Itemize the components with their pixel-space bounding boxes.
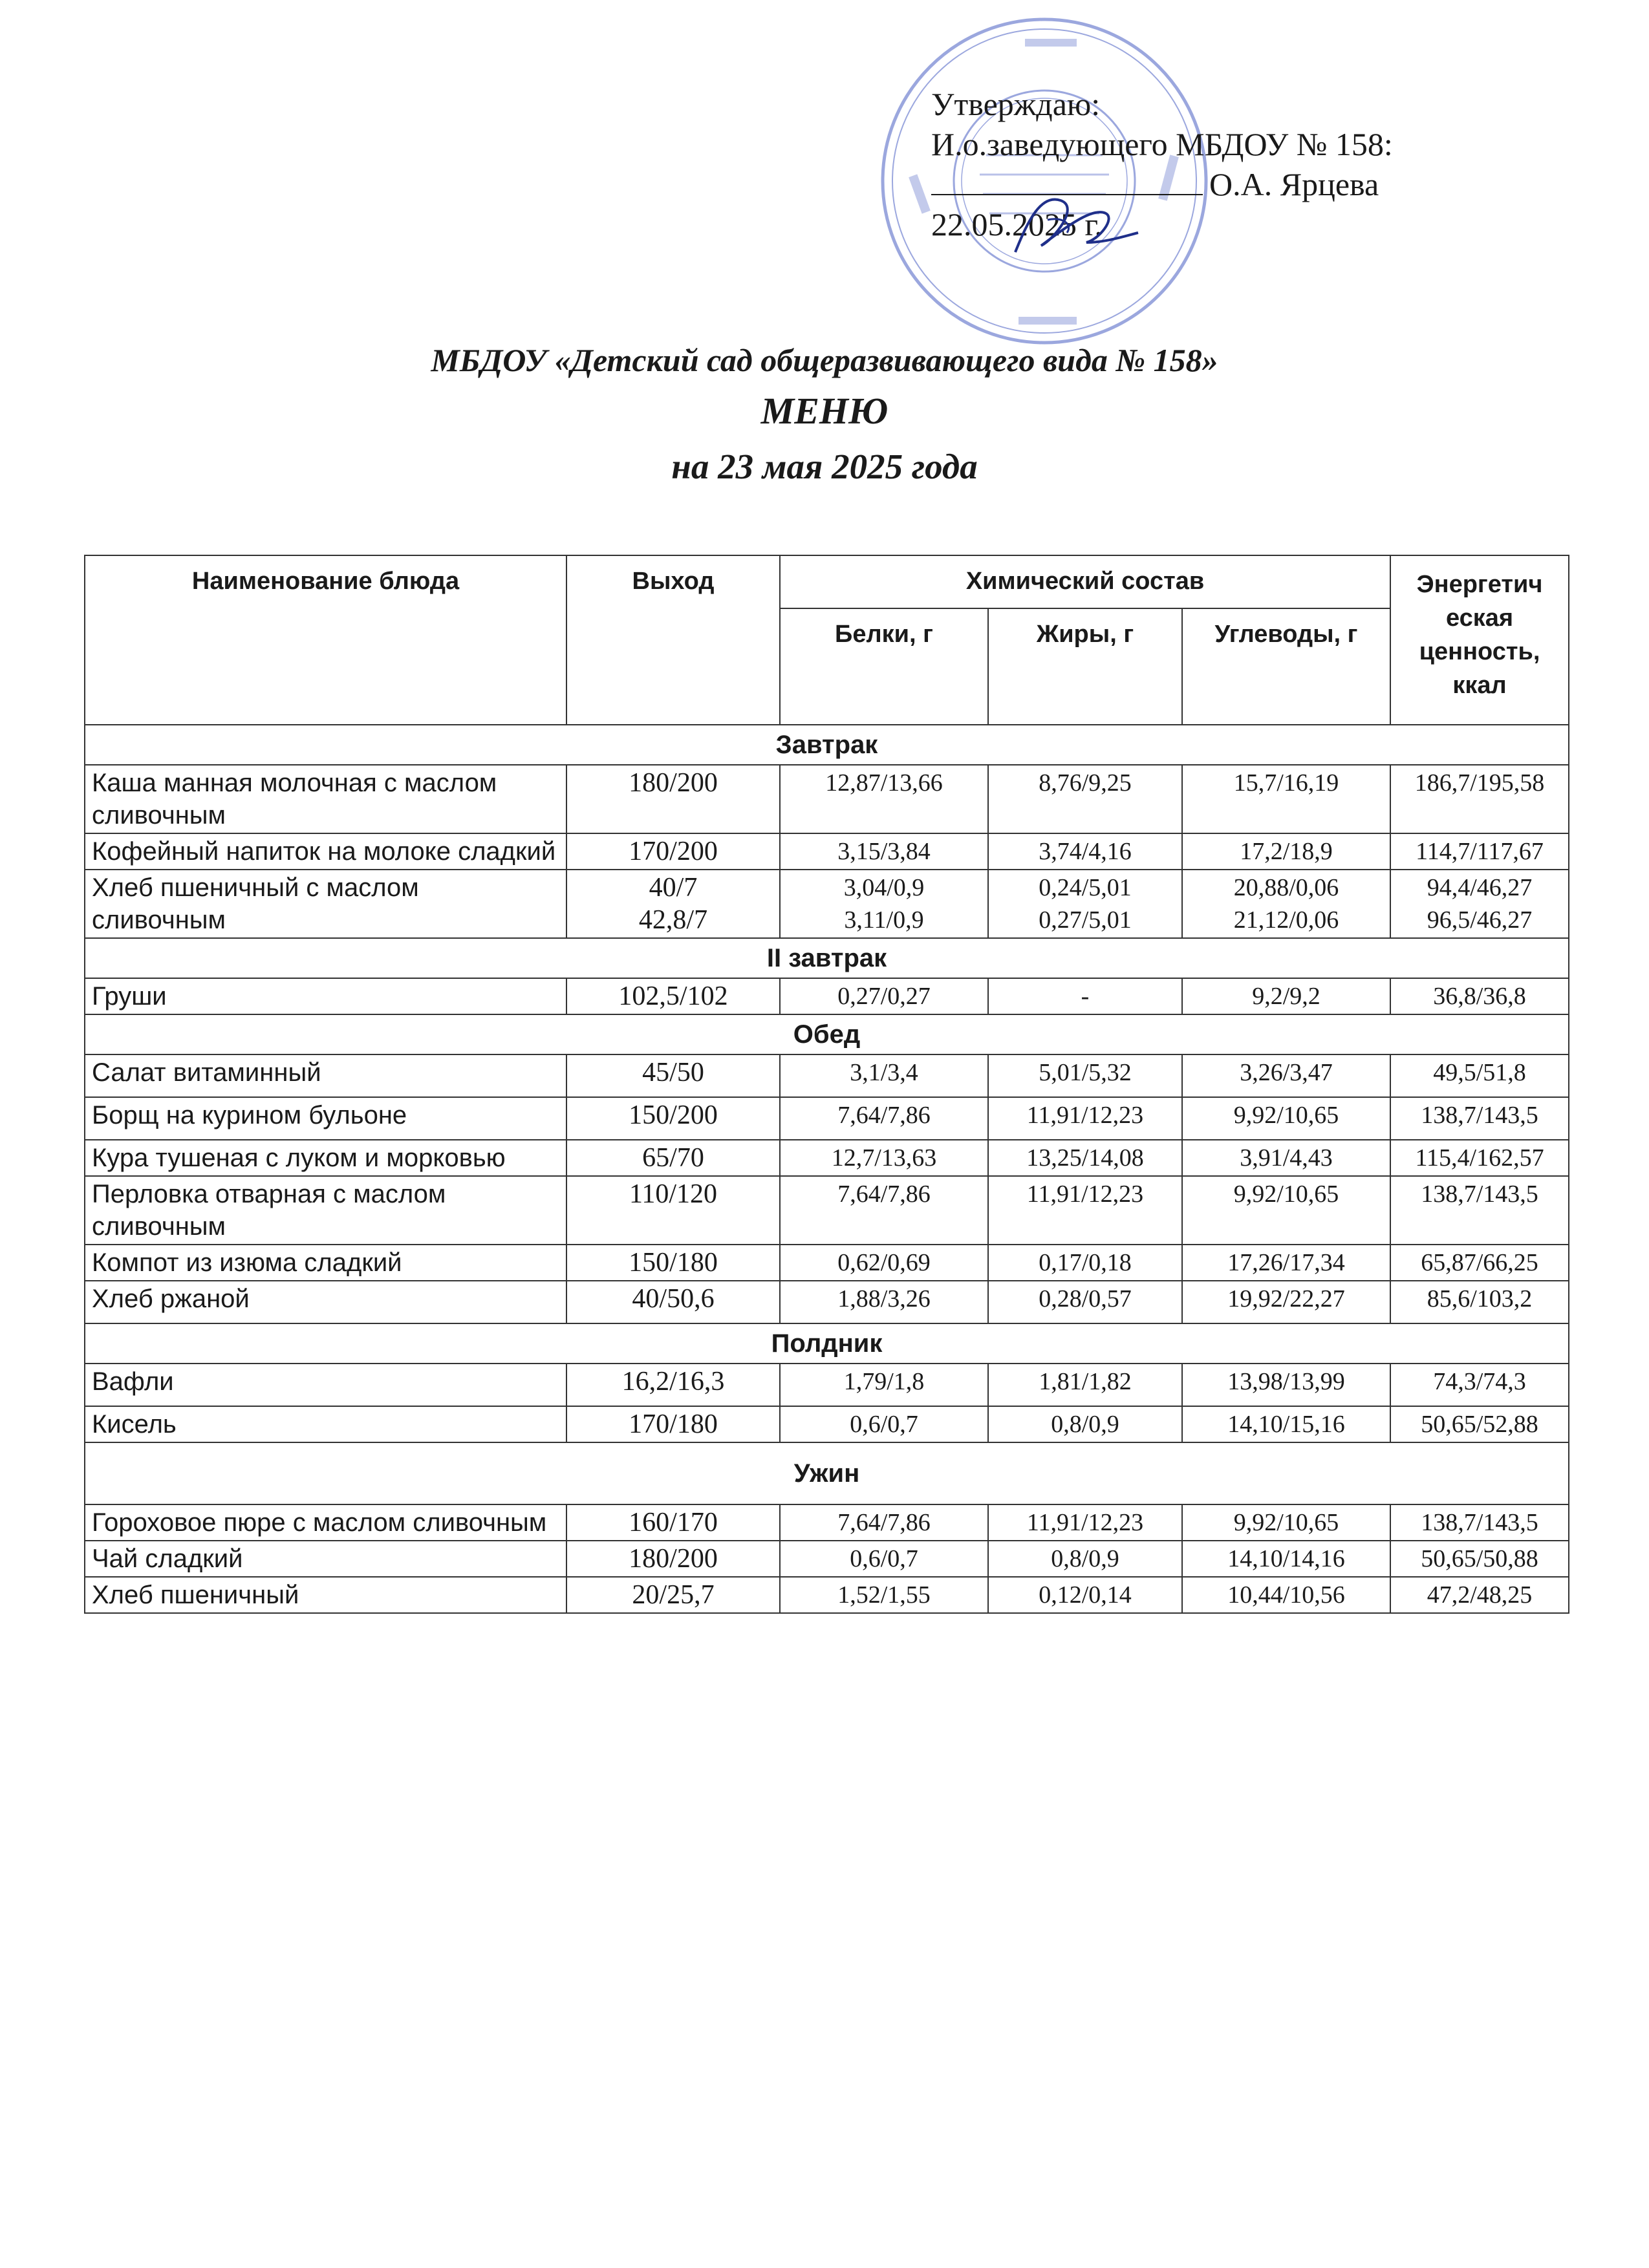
dish-energy: 50,65/52,88 bbox=[1390, 1406, 1569, 1442]
dish-carb: 13,98/13,99 bbox=[1182, 1364, 1390, 1406]
dish-carb: 14,10/15,16 bbox=[1182, 1406, 1390, 1442]
section-title: Завтрак bbox=[85, 725, 1569, 765]
approval-signer bbox=[931, 164, 1393, 204]
dish-protein: 1,79/1,8 bbox=[780, 1364, 988, 1406]
dish-fat: 0,28/0,57 bbox=[988, 1281, 1182, 1323]
dish-fat: - bbox=[988, 978, 1182, 1014]
dish-carb: 19,92/22,27 bbox=[1182, 1281, 1390, 1323]
dish-fat: 8,76/9,25 bbox=[988, 765, 1182, 833]
dish-protein: 0,62/0,69 bbox=[780, 1245, 988, 1281]
dish-fat: 13,25/14,08 bbox=[988, 1140, 1182, 1176]
dish-name: Груши bbox=[85, 978, 566, 1014]
section-row bbox=[85, 938, 1569, 978]
dish-output: 110/120 bbox=[566, 1176, 780, 1245]
dish-fat: 11,91/12,23 bbox=[988, 1504, 1182, 1541]
dish-energy: 115,4/162,57 bbox=[1390, 1140, 1569, 1176]
dish-output: 180/200 bbox=[566, 1541, 780, 1577]
dish-protein: 3,1/3,4 bbox=[780, 1054, 988, 1097]
dish-protein: 1,52/1,55 bbox=[780, 1577, 988, 1613]
column-header-protein: Белки, г bbox=[780, 608, 988, 725]
dish-energy: 47,2/48,25 bbox=[1390, 1577, 1569, 1613]
approval-signer-name: О.А. Ярцева bbox=[1209, 166, 1379, 202]
dish-name: Компот из изюма сладкий bbox=[85, 1245, 566, 1281]
dish-fat: 11,91/12,23 bbox=[988, 1176, 1182, 1245]
dish-protein: 7,64/7,86 bbox=[780, 1176, 988, 1245]
dish-output: 170/180 bbox=[566, 1406, 780, 1442]
table-row bbox=[85, 1097, 1569, 1140]
dish-carb: 20,88/0,06 21,12/0,06 bbox=[1182, 870, 1390, 938]
dish-fat: 11,91/12,23 bbox=[988, 1097, 1182, 1140]
column-header-name: Наименование блюда bbox=[85, 555, 566, 725]
dish-protein: 0,6/0,7 bbox=[780, 1541, 988, 1577]
dish-fat: 5,01/5,32 bbox=[988, 1054, 1182, 1097]
table-row bbox=[85, 1140, 1569, 1176]
approval-position: И.о.заведующего МБДОУ № 158: bbox=[931, 126, 1393, 162]
dish-carb: 14,10/14,16 bbox=[1182, 1541, 1390, 1577]
dish-output: 16,2/16,3 bbox=[566, 1364, 780, 1406]
section-title: II завтрак bbox=[85, 938, 1569, 978]
column-header-chem: Химический состав bbox=[780, 555, 1390, 608]
dish-output: 65/70 bbox=[566, 1140, 780, 1176]
table-row bbox=[85, 1245, 1569, 1281]
table-row bbox=[85, 833, 1569, 870]
dish-energy: 49,5/51,8 bbox=[1390, 1054, 1569, 1097]
dish-output: 40/7 42,8/7 bbox=[566, 870, 780, 938]
dish-name: Вафли bbox=[85, 1364, 566, 1406]
dish-output: 102,5/102 bbox=[566, 978, 780, 1014]
dish-protein: 1,88/3,26 bbox=[780, 1281, 988, 1323]
dish-carb: 3,91/4,43 bbox=[1182, 1140, 1390, 1176]
approval-block bbox=[931, 84, 1393, 244]
dish-energy: 74,3/74,3 bbox=[1390, 1364, 1569, 1406]
dish-fat: 1,81/1,82 bbox=[988, 1364, 1182, 1406]
column-header-fat: Жиры, г bbox=[988, 608, 1182, 725]
dish-carb: 17,2/18,9 bbox=[1182, 833, 1390, 870]
dish-protein: 0,27/0,27 bbox=[780, 978, 988, 1014]
dish-protein: 3,04/0,9 3,11/0,9 bbox=[780, 870, 988, 938]
dish-fat: 0,24/5,01 0,27/5,01 bbox=[988, 870, 1182, 938]
dish-fat: 0,8/0,9 bbox=[988, 1406, 1182, 1442]
section-title: Ужин bbox=[85, 1442, 1569, 1504]
dish-protein: 12,87/13,66 bbox=[780, 765, 988, 833]
dish-carb: 10,44/10,56 bbox=[1182, 1577, 1390, 1613]
approval-date: 22.05.2025 г. bbox=[931, 206, 1103, 242]
table-header-row bbox=[85, 555, 1569, 608]
dish-output: 20/25,7 bbox=[566, 1577, 780, 1613]
column-header-output: Выход bbox=[566, 555, 780, 725]
section-row bbox=[85, 725, 1569, 765]
dish-name: Гороховое пюре с маслом сливочным bbox=[85, 1504, 566, 1541]
dish-protein: 7,64/7,86 bbox=[780, 1097, 988, 1140]
dish-fat: 0,17/0,18 bbox=[988, 1245, 1182, 1281]
dish-output: 150/180 bbox=[566, 1245, 780, 1281]
dish-name: Кофейный напиток на молоке сладкий bbox=[85, 833, 566, 870]
section-row bbox=[85, 1442, 1569, 1504]
dish-energy: 138,7/143,5 bbox=[1390, 1504, 1569, 1541]
menu-table bbox=[84, 555, 1569, 1614]
dish-protein: 12,7/13,63 bbox=[780, 1140, 988, 1176]
dish-protein: 0,6/0,7 bbox=[780, 1406, 988, 1442]
table-row bbox=[85, 1504, 1569, 1541]
dish-name: Борщ на курином бульоне bbox=[85, 1097, 566, 1140]
dish-carb: 9,2/9,2 bbox=[1182, 978, 1390, 1014]
dish-energy: 186,7/195,58 bbox=[1390, 765, 1569, 833]
section-title: Полдник bbox=[85, 1323, 1569, 1364]
table-row bbox=[85, 1577, 1569, 1613]
table-row bbox=[85, 1541, 1569, 1577]
dish-energy: 50,65/50,88 bbox=[1390, 1541, 1569, 1577]
menu-date: на 23 мая 2025 года bbox=[671, 447, 978, 486]
dish-protein: 7,64/7,86 bbox=[780, 1504, 988, 1541]
dish-energy: 36,8/36,8 bbox=[1390, 978, 1569, 1014]
document-title: МЕНЮ bbox=[760, 390, 889, 432]
dish-carb: 3,26/3,47 bbox=[1182, 1054, 1390, 1097]
section-row bbox=[85, 1323, 1569, 1364]
dish-name: Хлеб пшеничный с маслом сливочным bbox=[85, 870, 566, 938]
table-row bbox=[85, 1176, 1569, 1245]
dish-output: 170/200 bbox=[566, 833, 780, 870]
table-row bbox=[85, 1406, 1569, 1442]
dish-name: Кура тушеная с луком и морковью bbox=[85, 1140, 566, 1176]
table-row bbox=[85, 765, 1569, 833]
dish-output: 180/200 bbox=[566, 765, 780, 833]
approval-label: Утверждаю: bbox=[931, 86, 1101, 122]
dish-name: Чай сладкий bbox=[85, 1541, 566, 1577]
organization-name: МБДОУ «Детский сад общеразвивающего вида № 158» bbox=[431, 342, 1218, 378]
dish-name: Кисель bbox=[85, 1406, 566, 1442]
dish-carb: 15,7/16,19 bbox=[1182, 765, 1390, 833]
table-row bbox=[85, 1364, 1569, 1406]
dish-name: Хлеб ржаной bbox=[85, 1281, 566, 1323]
dish-output: 45/50 bbox=[566, 1054, 780, 1097]
section-row bbox=[85, 1014, 1569, 1054]
dish-energy: 94,4/46,27 96,5/46,27 bbox=[1390, 870, 1569, 938]
column-header-carb: Углеводы, г bbox=[1182, 608, 1390, 725]
column-header-energy: Энергетич еская ценность, ккал bbox=[1390, 555, 1569, 725]
table-row bbox=[85, 1054, 1569, 1097]
table-row bbox=[85, 978, 1569, 1014]
dish-output: 160/170 bbox=[566, 1504, 780, 1541]
dish-protein: 3,15/3,84 bbox=[780, 833, 988, 870]
table-row bbox=[85, 1281, 1569, 1323]
dish-energy: 138,7/143,5 bbox=[1390, 1097, 1569, 1140]
dish-name: Перловка отварная с маслом сливочным bbox=[85, 1176, 566, 1245]
dish-name: Хлеб пшеничный bbox=[85, 1577, 566, 1613]
table-row bbox=[85, 870, 1569, 938]
dish-carb: 9,92/10,65 bbox=[1182, 1176, 1390, 1245]
dish-carb: 9,92/10,65 bbox=[1182, 1504, 1390, 1541]
dish-carb: 9,92/10,65 bbox=[1182, 1097, 1390, 1140]
dish-fat: 0,12/0,14 bbox=[988, 1577, 1182, 1613]
dish-output: 40/50,6 bbox=[566, 1281, 780, 1323]
dish-energy: 65,87/66,25 bbox=[1390, 1245, 1569, 1281]
dish-fat: 0,8/0,9 bbox=[988, 1541, 1182, 1577]
dish-energy: 85,6/103,2 bbox=[1390, 1281, 1569, 1323]
dish-fat: 3,74/4,16 bbox=[988, 833, 1182, 870]
section-title: Обед bbox=[85, 1014, 1569, 1054]
dish-carb: 17,26/17,34 bbox=[1182, 1245, 1390, 1281]
dish-energy: 138,7/143,5 bbox=[1390, 1176, 1569, 1245]
dish-name: Салат витаминный bbox=[85, 1054, 566, 1097]
dish-name: Каша манная молочная с маслом сливочным bbox=[85, 765, 566, 833]
dish-output: 150/200 bbox=[566, 1097, 780, 1140]
handwritten-signature bbox=[1002, 181, 1145, 265]
dish-energy: 114,7/117,67 bbox=[1390, 833, 1569, 870]
